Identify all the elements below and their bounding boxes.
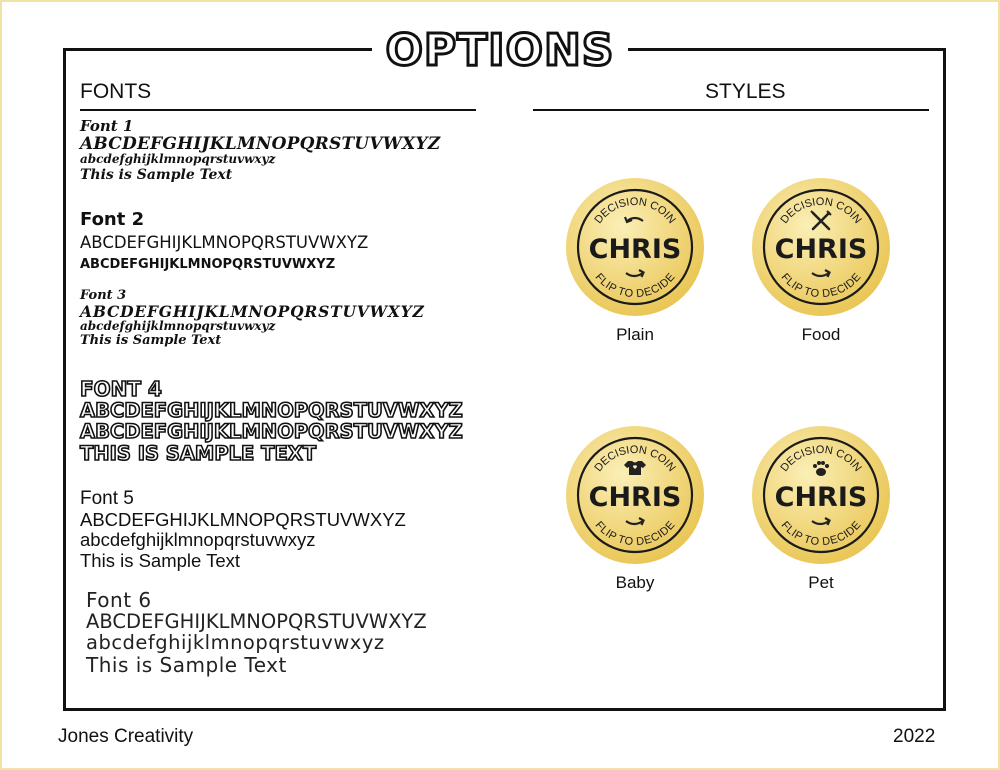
font-uppercase: ABCDEFGHIJKLMNOPQRSTUVWXYZ: [80, 232, 369, 252]
footer-brand: Jones Creativity: [58, 726, 194, 747]
styles-divider: [533, 109, 929, 111]
coin-name: CHRIS: [588, 234, 682, 265]
style-label: Plain: [616, 325, 654, 344]
style-option-pet: [751, 425, 891, 593]
coin-name: CHRIS: [774, 482, 868, 513]
coin-bottom-text: FLIP TO DECIDE: [778, 271, 864, 301]
font-lowercase: abcdefghijklmnopqrstuvwxyz: [80, 319, 276, 334]
coin-name: CHRIS: [774, 234, 868, 265]
font-lowercase: abcdefghijklmnopqrstuvwxyz: [80, 152, 276, 167]
font-sample-text: This is Sample Text: [86, 652, 287, 677]
coin-bottom-text: FLIP TO DECIDE: [592, 519, 678, 549]
font-name: FONT 4: [80, 377, 162, 401]
coin-top-text: DECISION COIN: [778, 195, 864, 227]
font-lowercase: abcdefghijklmnopqrstuvwxyz: [86, 631, 385, 655]
font-sample-2: [80, 210, 368, 272]
fonts-heading: FONTS: [80, 80, 152, 103]
coin-bottom-text: FLIP TO DECIDE: [778, 519, 864, 549]
font-uppercase: ABCDEFGHIJKLMNOPQRSTUVWXYZ: [80, 399, 463, 422]
footer-year: 2022: [893, 726, 936, 747]
page-title: OPTIONS: [385, 24, 615, 76]
coin-top-text: DECISION COIN: [592, 195, 678, 227]
fonts-divider: [80, 109, 476, 111]
font-sample-5: [80, 489, 406, 571]
font-uppercase: ABCDEFGHIJKLMNOPQRSTUVWXYZ: [80, 133, 441, 154]
coin-top-text: DECISION COIN: [778, 443, 864, 475]
font-name: Font 2: [80, 209, 145, 230]
style-option-food: [751, 177, 891, 345]
font-name: Font 6: [86, 588, 152, 612]
styles-heading: STYLES: [705, 80, 786, 103]
decision-coin: [565, 425, 705, 565]
decision-coin: [751, 177, 891, 317]
coin-top-text: DECISION COIN: [592, 443, 678, 475]
font-sample-3: [80, 289, 425, 348]
font-uppercase: ABCDEFGHIJKLMNOPQRSTUVWXYZ: [80, 302, 425, 322]
font-lowercase: ABCDEFGHIJKLMNOPQRSTUVWXYZ: [80, 420, 463, 444]
style-option-plain: [565, 177, 705, 345]
font-sample-6: [86, 589, 427, 676]
font-sample-text: This is Sample Text: [80, 167, 233, 184]
title-wrap: [372, 26, 628, 74]
font-sample-text: THIS IS SAMPLE TEXT: [80, 441, 317, 465]
font-uppercase: ABCDEFGHIJKLMNOPQRSTUVWXYZ: [86, 610, 427, 633]
style-option-baby: [565, 425, 705, 593]
font-sample-text: This is Sample Text: [80, 332, 222, 348]
style-label: Pet: [808, 573, 834, 592]
font-lowercase: abcdefghijklmnopqrstuvwxyz: [80, 529, 316, 551]
font-name: Font 1: [80, 117, 134, 135]
style-label: Food: [801, 325, 841, 344]
decision-coin: [751, 425, 891, 565]
font-sample-text: This is Sample Text: [80, 549, 241, 571]
font-name: Font 5: [80, 488, 134, 509]
font-sample-4: [80, 378, 463, 464]
coin-name: CHRIS: [588, 482, 682, 513]
style-label: Baby: [615, 573, 655, 592]
coin-bottom-text: FLIP TO DECIDE: [592, 271, 678, 301]
font-name: Font 3: [80, 288, 127, 303]
font-sample-1: [80, 118, 440, 184]
font-lowercase: ABCDEFGHIJKLMNOPQRSTUVWXYZ: [80, 256, 336, 272]
decision-coin: [565, 177, 705, 317]
font-uppercase: ABCDEFGHIJKLMNOPQRSTUVWXYZ: [80, 508, 406, 530]
